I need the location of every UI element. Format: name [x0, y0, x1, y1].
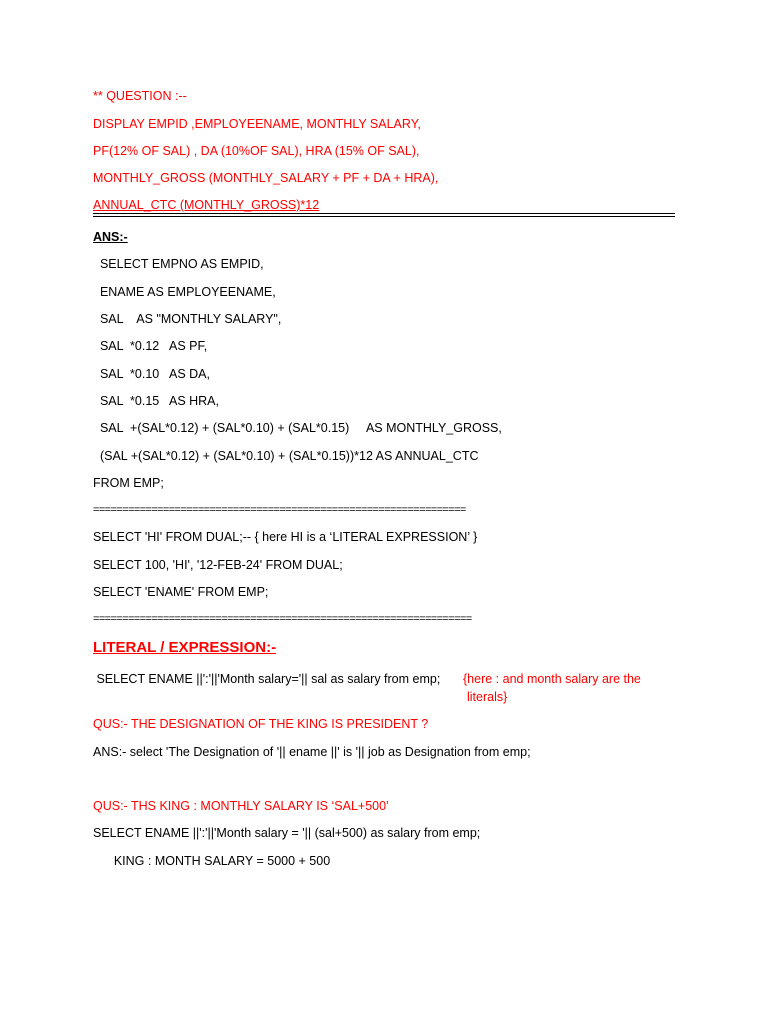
answer-line-9: FROM EMP; — [93, 476, 164, 490]
literal-note-1: {here : and month salary are the — [463, 672, 641, 686]
answer-line-8: (SAL +(SAL*0.12) + (SAL*0.10) + (SAL*0.15))*12 AS ANNUAL_CTC — [93, 449, 479, 463]
question-title: ** QUESTION :-- — [93, 89, 187, 103]
qus2-result: KING : MONTH SALARY = 5000 + 500 — [93, 854, 331, 868]
qus2-question: QUS:- THS KING : MONTHLY SALARY IS ‘SAL+500’ — [93, 799, 389, 813]
answer-line-3: SAL AS "MONTHLY SALARY", — [93, 312, 282, 326]
answer-line-6: SAL *0.15 AS HRA, — [93, 394, 219, 408]
answer-label: ANS:- — [93, 230, 128, 244]
dual-line-2: SELECT 100, 'HI', '12-FEB-24' FROM DUAL; — [93, 558, 343, 572]
literal-heading: LITERAL / EXPRESSION:- — [93, 639, 277, 656]
answer-line-1: SELECT EMPNO AS EMPID, — [93, 257, 264, 271]
answer-line-4: SAL *0.12 AS PF, — [93, 339, 208, 353]
dual-line-3: SELECT 'ENAME' FROM EMP; — [93, 585, 269, 599]
literal-query: SELECT ENAME ||':'||'Month salary='|| sal as salary from emp; — [93, 672, 441, 686]
answer-line-5: SAL *0.10 AS DA, — [93, 367, 210, 381]
qus1-answer: ANS:- select 'The Designation of '|| ename ||' is '|| job as Designation from emp; — [93, 745, 531, 759]
qus2-query: SELECT ENAME ||':'||'Month salary = '|| (sal+500) as salary from emp; — [93, 826, 481, 840]
answer-line-7: SAL +(SAL*0.12) + (SAL*0.10) + (SAL*0.15) AS MONTHLY_GROSS, — [93, 421, 502, 435]
question-line-2: PF(12% OF SAL) , DA (10%OF SAL), HRA (15% OF SAL), — [93, 144, 420, 158]
qus1-question: QUS:- THE DESIGNATION OF THE KING IS PRESIDENT ? — [93, 717, 429, 731]
question-line-3: MONTHLY_GROSS (MONTHLY_SALARY + PF + DA + HRA), — [93, 171, 439, 185]
separator-2: ================================================================= — [93, 613, 472, 625]
double-rule-top — [93, 213, 675, 214]
separator-1: ================================================================ — [93, 504, 466, 516]
question-line-4: ANNUAL_CTC (MONTHLY_GROSS)*12 — [93, 198, 320, 212]
dual-line-1: SELECT 'HI' FROM DUAL;-- { here HI is a ‘LITERAL EXPRESSION’ } — [93, 530, 478, 544]
literal-note-2: literals} — [467, 690, 508, 704]
question-line-1: DISPLAY EMPID ,EMPLOYEENAME, MONTHLY SALARY, — [93, 117, 421, 131]
double-rule-bottom — [93, 216, 675, 217]
answer-line-2: ENAME AS EMPLOYEENAME, — [93, 285, 276, 299]
